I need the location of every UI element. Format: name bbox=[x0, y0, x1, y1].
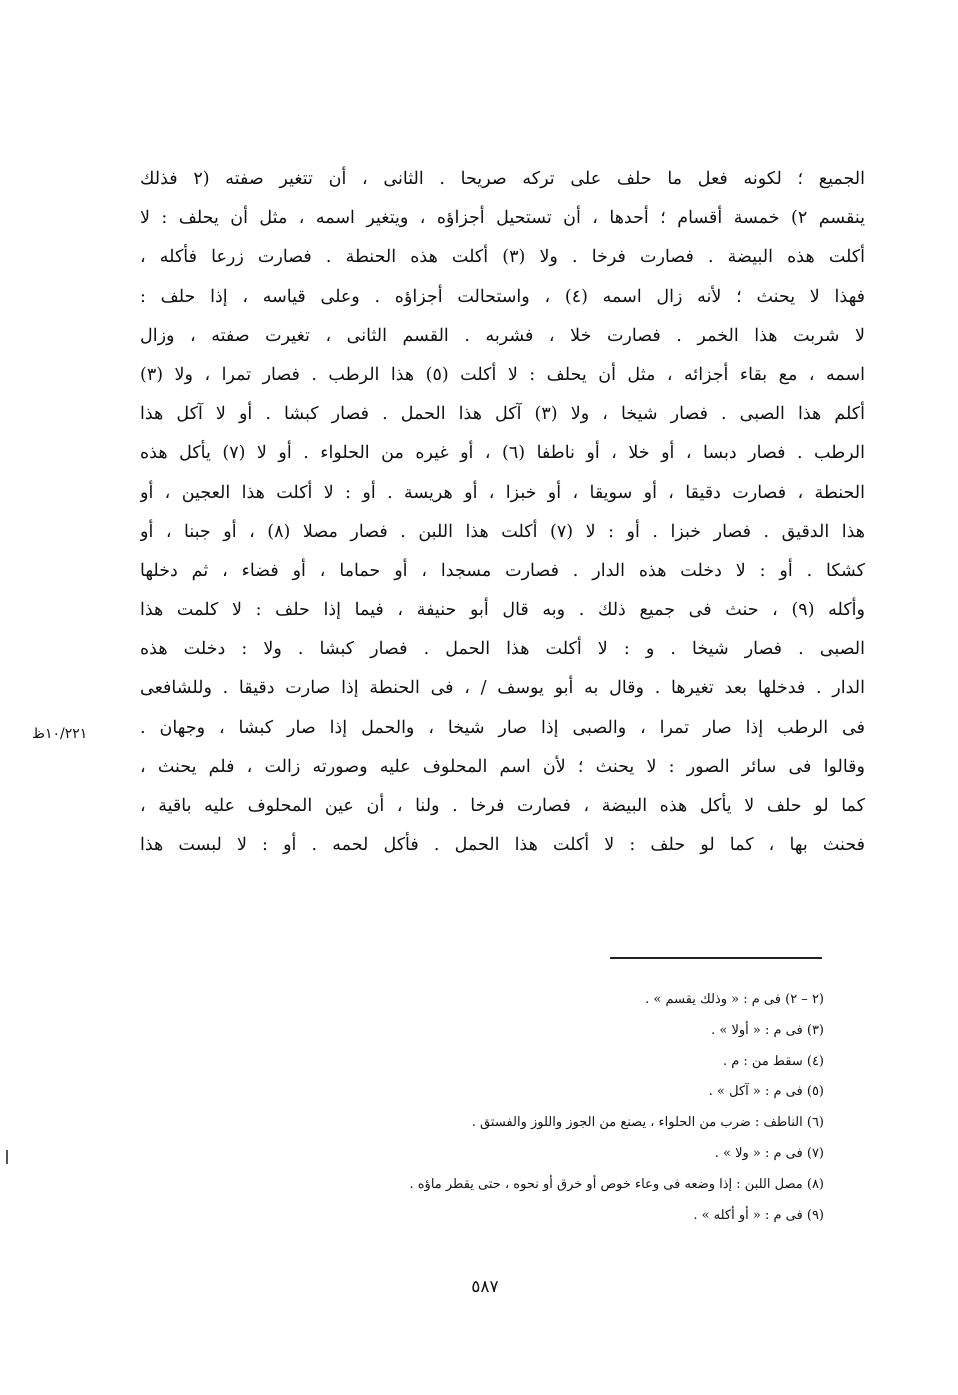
footnotes-block bbox=[340, 985, 824, 1231]
main-text-block bbox=[140, 160, 865, 865]
footnote-8: (٨) مصل اللبن : إذا وضعه فى وعاء خوص أو خرق أو نحوه ، حتى يقطر ماؤه . bbox=[409, 1176, 824, 1192]
footnote-4: (٤) سقط من : م . bbox=[722, 1053, 824, 1069]
footnote-3: (٣) فى م : « أولا » . bbox=[711, 1022, 824, 1038]
text-line-8: الرطب . فصار دبسا ، أو خلا ، أو ناطفا (٦) ، أو غيره من الحلواء . أو لا (٧) يأكل هذه bbox=[140, 443, 865, 464]
text-line-16: وقالوا فى سائر الصور : لا يحنث ؛ لأن اسم المحلوف عليه وصورته زالت ، فلم يحنث ، bbox=[140, 756, 865, 777]
text-line-10: هذا الدقيق . فصار خبزا . أو : لا (٧) أكلت هذا اللبن . فصار مصلا (٨) ، أو جبنا ، أو bbox=[140, 521, 865, 542]
text-line-14: الدار . فدخلها بعد تغيرها . وقال به أبو يوسف / ، فى الحنطة إذا صارت دقيقا . وللشافعى bbox=[140, 678, 865, 699]
footnote-9: (٩) فى م : « أو أكله » . bbox=[693, 1207, 824, 1223]
text-line-17: كما لو حلف لا يأكل هذه البيضة ، فصارت فرخا . ولنا ، أن عين المحلوف عليه باقية ، bbox=[140, 796, 865, 816]
footnote-7: (٧) فى م : « ولا » . bbox=[714, 1145, 824, 1161]
text-line-13: الصبى . فصار شيخا . و : لا أكلت هذا الحمل . فصار كبشا . ولا : دخلت هذه bbox=[140, 639, 865, 660]
text-line-9: الحنطة ، فصارت دقيقا ، أو سويقا ، أو خبزا ، أو هريسة . أو : لا أكلت هذا العجين ، أو bbox=[140, 482, 865, 503]
text-line-4: فهذا لا يحنث ؛ لأنه زال اسمه (٤) ، واستحالت أجزاؤه . وعلى قياسه ، إذا حلف : bbox=[140, 286, 865, 307]
text-line-11: كشكا . أو : لا دخلت هذه الدار . فصارت مسجدا ، أو حماما ، أو فضاء ، ثم دخلها bbox=[140, 560, 865, 581]
scan-edge-mark bbox=[6, 1150, 8, 1164]
footnote-6: (٦) الناطف : ضرب من الحلواء ، يصنع من الجوز واللوز والفستق . bbox=[471, 1115, 824, 1131]
footnote-separator bbox=[610, 957, 822, 959]
text-line-5: لا شربت هذا الخمر . فصارت خلا ، فشربه . القسم الثانى ، تغيرت صفته ، وزال bbox=[140, 325, 865, 346]
text-line-15: فى الرطب إذا صار تمرا ، والصبى إذا صار شيخا ، والحمل إذا صار كبشا ، وجهان . bbox=[140, 717, 865, 738]
text-line-3: أكلت هذه البيضة . فصارت فرخا . ولا (٣) أكلت هذه الحنطة . فصارت زرعا فأكله ، bbox=[140, 247, 865, 268]
manuscript-folio-reference: ١٠/٢٢١ظ bbox=[32, 726, 88, 742]
text-line-18: فحنث بها ، كما لو حلف : لا أكلت هذا الحمل . فأكل لحمه . أو : لا لبست هذا bbox=[140, 835, 865, 856]
page-number: ٥٨٧ bbox=[471, 1277, 499, 1297]
text-line-2: ينقسم ٢) خمسة أقسام ؛ أحدها ، أن تستحيل أجزاؤه ، ويتغير اسمه ، مثل أن يحلف : لا bbox=[140, 208, 865, 229]
text-line-6: اسمه ، مع بقاء أجزائه ، مثل أن يحلف : لا أكلت (٥) هذا الرطب . فصار تمرا ، ولا (٣) bbox=[140, 364, 865, 385]
text-line-1: الجميع ؛ لكونه فعل ما حلف على تركه صريحا . الثانى ، أن تتغير صفته (٢ فذلك bbox=[140, 169, 865, 189]
footnote-5: (٥) فى م : « آكل » . bbox=[708, 1084, 824, 1100]
text-line-12: وأكله (٩) ، حنث فى جميع ذلك . وبه قال أبو حنيفة ، فيما إذا حلف : لا كلمت هذا bbox=[140, 600, 865, 621]
text-line-7: أكلم هذا الصبى . فصار شيخا ، ولا (٣) آكل هذا الحمل . فصار كبشا . أو لا آكل هذا bbox=[140, 404, 865, 425]
footnote-2: (٢ – ٢) فى م : « وذلك يقسم » . bbox=[645, 992, 824, 1007]
